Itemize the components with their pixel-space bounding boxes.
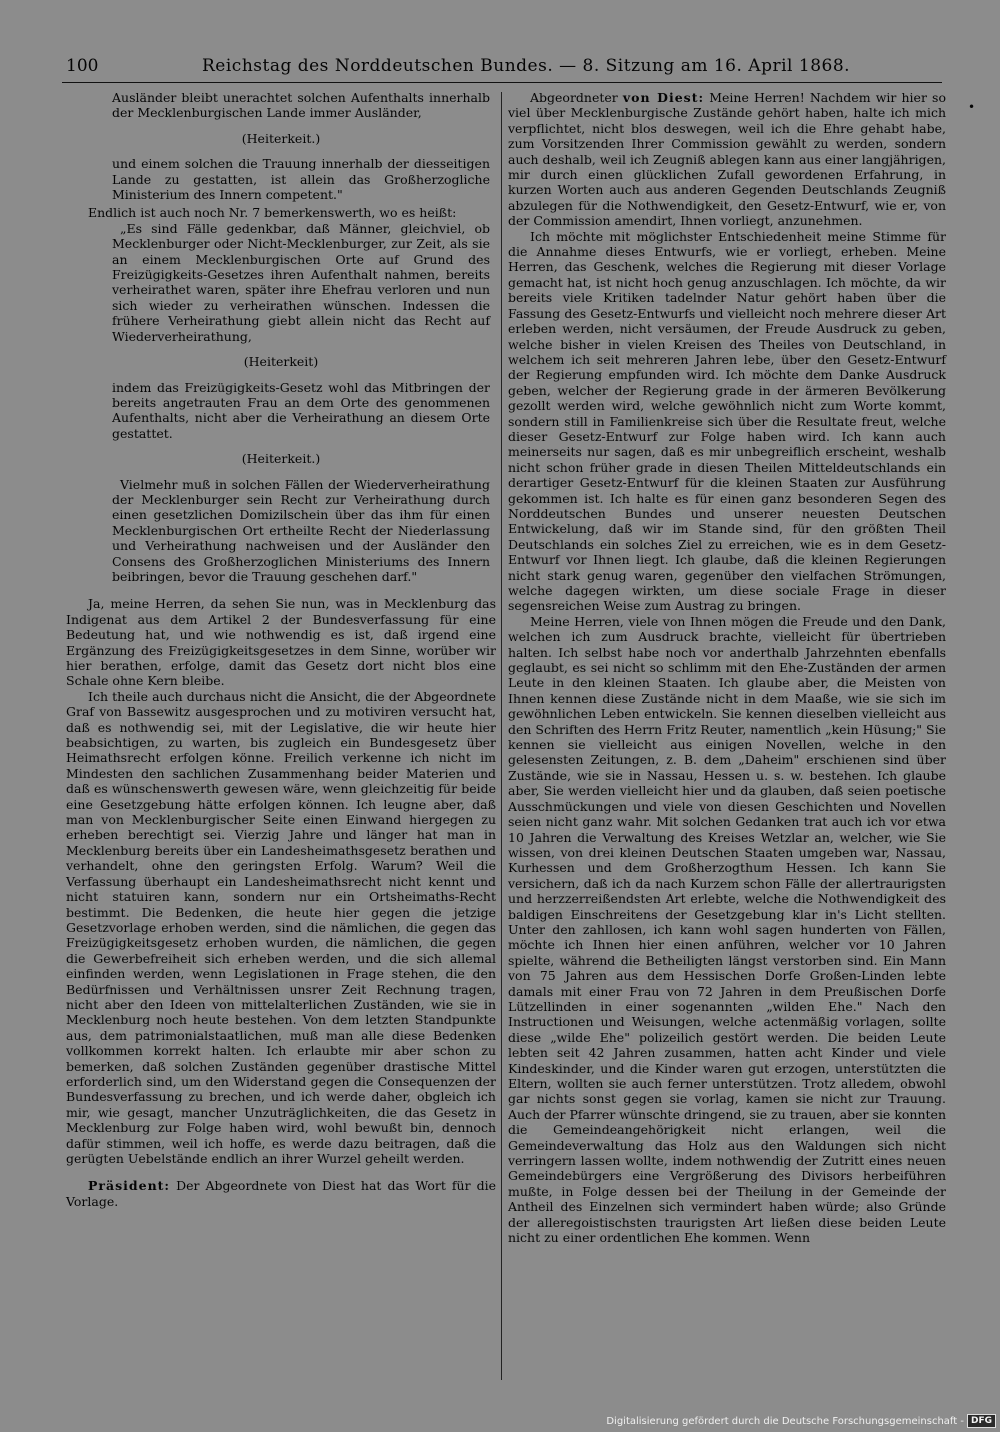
speaker-name: Präsident:: [88, 1178, 171, 1194]
paragraph: Meine Herren, viele von Ihnen mögen die Freude und den Dank, welchen ich zum Ausdruck brachte, vielleicht für übertrieben halten. Ich selbst habe noch vor anderthalb Jahrzehnten ebenfalls geglaubt, es sei nicht so schlimm mit den Ehe-Zuständen der armen Leute in den kleinen Staaten. Ich glaube aber, die Meisten von Ihnen kennen diese Zustände nicht in dem Maaße, wie sie sich im gewöhnlichen Leben entwickeln. Sie kennen dieselben vielleicht aus den Schriften des Herrn Fritz Reuter, namentlich „kein Hüsung;" Sie kennen sie vielleicht aus einigen Novellen, welche in den gelesensten Zeitungen, z. B. dem „Daheim" erschienen sind über Zustände, wie sie in Nassau, Hessen u. s. w. bestehen. Ich glaube aber, Sie werden vielleicht hier und da glauben, daß seien poetische Ausschmückungen und viele von diesen Geschichten und Novellen seien nicht ganz wahr. Mit solchen Gedanken trat auch ich vor etwa 10 Jahren die Verwaltung des Kreises Wetzlar an, welcher, wie Sie wissen, von drei kleinen Deutschen Staaten umgeben war, Nassau, Kurhessen und dem Großherzogthum Hessen. Ich kann Sie versichern, daß ich da nach Kurzem schon Fälle der allertraurigsten und herzzerreißendsten Art erlebte, welche die Nothwendigkeit des baldigen Einschreitens der Gesetzgebung klar in's Licht stellten. Unter den zahllosen, ich kann wohl sagen hunderten von Fällen, möchte ich Ihnen hier einen anführen, welcher vor 10 Jahren spielte, während die Betheiligten längst verstorben sind. Ein Mann von 75 Jahren aus dem Hessischen Dorfe Großen-Linden lebte damals mit einer Frau von 72 Jahren in dem Preußischen Dorfe Lützellinden in einer sogenannten „wilden Ehe." Nach den Instructionen und Weisungen, welche actenmäßig vorlagen, sollte diese „wilde Ehe" polizeilich gestört werden. Die beiden Leute lebten seit 42 Jahren zusammen, hatten acht Kinder und viele Kindeskinder, und die Kinder waren gut erzogen, unterstützten die Eltern, wollten sie auch ferner unterstützen. Trotz alledem, obwohl gar nichts sonst gegen sie vorlag, kamen sie nicht zur Trauung. Auch der Pfarrer wünschte dringend, sie zu trauen, aber sie konnten die Gemeindeangehörigkeit nicht erlangen, weil die Gemeindeverwaltung das Holz aus den Waldungen sich nicht verringern lassen wollte, indem nothwendig der Zutritt eines neuen Gemeindebürgers eine Vergrößerung des Divisors herbeiführen mußte, in Folge dessen bei der Theilung in der Gemeinde der Antheil des Einzelnen sich vermindert haben würde; also Gründe der alleregoistischsten traurigsten Art ließen diese beiden Leute nicht zu einer ordentlichen Ehe kommen. Wenn: [508, 613, 946, 1246]
left-column: [66, 90, 496, 1209]
page-number: 100: [66, 56, 99, 76]
quote-paragraph: Vielmehr muß in solchen Fällen der Wiederverheirathung der Mecklenburger sein Recht zur Verheirathung durch einen gesetzlichen Domizilschein über das ihm für einen Mecklenburgischen Ort ertheilte Recht der Niederlassung und Verheirathung nachweisen und der Ausländer den Consens des Großherzoglichen Ministeriums des Innern beibringen, bevor die Trauung geschehen darf.": [112, 476, 490, 584]
paragraph: Ja, meine Herren, da sehen Sie nun, was in Mecklenburg das Indigenat aus dem Artikel 2 der Bundesverfassung für eine Bedeutung hat, und wie nothwendig es ist, daß irgend eine Ergänzung des Freizügigkeitsgesetzes in dem Sinne, worüber wir hier berathen, erfolge, damit das Gesetz dort nicht blos eine Schale ohne Kern bleibe.: [66, 596, 496, 689]
speaker-text: Der Abgeordnete von Diest hat das Wort für die Vorlage.: [66, 1178, 496, 1209]
speaker-name: von Diest:: [622, 90, 705, 105]
paragraph: Endlich ist auch noch Nr. 7 bemerkenswerth, wo es heißt:: [88, 205, 457, 221]
interjection: (Heiterkeit): [243, 354, 319, 370]
quote-paragraph: „Es sind Fälle gedenkbar, daß Männer, gleichviel, ob Mecklenburger oder Nicht-Mecklenburger, zur Zeit, als sie an einem Mecklenburgischen Orte auf Grund des Freizügigkeits-Gesetzes ihren Aufenthalt nahmen, bereits verheirathet waren, später ihre Ehefrau verloren und nun sich wieder zu verheirathen wünschen. Indessen die frühere Verheirathung giebt allein nicht das Recht auf Wiederverheirathung,: [112, 220, 490, 344]
running-head: Reichstag des Norddeutschen Bundes. — 8. Sitzung am 16. April 1868.: [202, 56, 851, 76]
quote-paragraph: und einem solchen die Trauung innerhalb der diesseitigen Lande zu gestatten, ist allein das Großherzogliche Ministerium des Innern competent.": [112, 156, 490, 203]
speaker-paragraph: [66, 1178, 496, 1209]
right-column: [508, 90, 946, 1245]
speaker-text: Meine Herren! Nachdem wir hier so viel über Mecklenburgische Zustände gehört haben, halte ich mich verpflichtet, nicht blos deswegen, weil ich die Ehre gehabt habe, zum Vorsitzenden Ihrer Commission gewählt zu werden, sondern auch deshalb, weil ich Zeugniß ablegen kann aus einer langjährigen, mir durch einen glücklichen Zufall gewordenen Erfahrung, in kurzen Worten auch aus anderen Gegenden Deutschlands Zeugniß abzulegen für die Nothwendigkeit, den Gesetz-Entwurf, wie er, von der Commission amendirt, Ihnen vorliegt, anzunehmen.: [508, 90, 946, 229]
quote-paragraph: indem das Freizügigkeits-Gesetz wohl das Mitbringen der bereits angetrauten Frau an dem Orte des genommenen Aufenthalts, nicht aber die Verheirathung an diesem Orte gestattet.: [112, 379, 490, 441]
footer-credit: [606, 1414, 996, 1428]
footer-text: Digitalisierung gefördert durch die Deutsche Forschungsgemeinschaft -: [606, 1415, 964, 1427]
interjection: (Heiterkeit.): [241, 451, 321, 467]
paragraph: Ich theile auch durchaus nicht die Ansicht, die der Abgeordnete Graf von Bassewitz ausgesprochen und zu motiviren versucht hat, daß es nothwendig sei, mit der Legislative, die wir heute hier beabsichtigen, zu warten, bis zugleich ein Bundesgesetz über Heimathsrecht erfolgen könne. Freilich verkenne ich nicht im Mindesten den sachlichen Zusammenhang beider Materien und daß es wünschenswerth gewesen wäre, wenn gleichzeitig für beide eine Gesetzgebung hätte erfolgen können. Ich leugne aber, daß man von Mecklenburgischer Seite einen Einwand hiergegen zu erheben berechtigt sei. Vierzig Jahre und länger hat man in Mecklenburg bereits über ein Landesheimathsgesetz berathen und verhandelt, ohne den geringsten Erfolg. Warum? Weil die Verfassung überhaupt ein Landesheimathsrecht nicht kennt und nicht statuiren kann, sondern nur ein Ortsheimaths-Recht bestimmt. Die Bedenken, die heute hier gegen die jetzige Gesetzvorlage erhoben werden, sind die nämlichen, die gegen das Freizügigkeitsgesetz erhoben wurden, die nämlichen, die gegen die Gewerbefreiheit sich erheben werden, und die sich allemal einfinden werden, wenn Legislationen in Frage stehen, die den Bedürfnissen und Verhältnissen unsrer Zeit Rechnung tragen, nicht aber den Ideen von mittelalterlichen Zuständen, wie sie in Mecklenburg noch heute bestehen. Von dem letzten Standpunkte aus, dem patrimonialstaatlichen, muß man alle diese Bedenken vollkommen korrekt halten. Ich erlaubte mir aber schon zu bemerken, daß solchen Zuständen gegenüber drastische Mittel erforderlich sind, um den Widerstand gegen die Consequenzen der Bundesverfassung zu brechen, und ich werde daher, obgleich ich mir, wie gesagt, mancher Unzuträglichkeiten, die das Gesetz in Mecklenburg zur Folge haben wird, wohl bewußt bin, dennoch dafür stimmen, weil ich hoffe, es werde dazu beitragen, daß die gerügten Uebelstände endlich an ihrer Wurzel geheilt werden.: [66, 688, 496, 1166]
speaker-paragraph: [508, 90, 946, 229]
margin-mark: •: [968, 100, 976, 114]
column-divider: [501, 92, 502, 1380]
dfg-logo: DFG: [967, 1414, 996, 1428]
paragraph: Ich möchte mit möglichster Entschiedenheit meine Stimme für die Annahme dieses Entwurfs, wie er vorliegt, erheben. Meine Herren, das Geschenk, welches die Regierung mit dieser Vorlage gemacht hat, ist nicht hoch genug anzuschlagen. Ich möchte, da wir bereits viele Kritiken tadelnder Natur gehört haben über die Fassung des Gesetz-Entwurfs und vielleicht noch mehrere dieser Art erleben werden, nicht versäumen, der Freude Ausdruck zu geben, welche bisher in vielen Kreisen des Theiles von Deutschland, in welchem ich seit mehreren Jahren lebe, über den Gesetz-Entwurf der Regierung empfunden wird. Ich möchte dem Danke Ausdruck geben, welcher der Regierung grade in der ärmeren Bevölkerung gezollt werden wird, welche gewöhnlich nicht zum Worte kommt, sondern still in Familienkreise sich über die Resultate freut, welche dieser Gesetz-Entwurf zur Folge haben wird. Ich kann auch meinerseits nur sagen, daß es mir unbegreiflich erscheint, weshalb nicht schon früher grade in diesen Theilen Mitteldeutschlands ein derartiger Gesetz-Entwurf für die kleinen Staaten zur Ausführung gekommen ist. Ich halte es für einen ganz besonderen Segen des Norddeutschen Bundes und unserer neuesten Deutschen Entwickelung, daß wir im Stande sind, für den größten Theil Deutschlands ein solches Ziel zu erreichen, wie es in dem Gesetz-Entwurf vor Ihnen liegt. Ich glaube, daß die kleinen Regierungen nicht stark genug waren, gegenüber den vielfachen Strömungen, welche dagegen wirkten, um diese sociale Frage in dieser segensreichen Weise zum Austrag zu bringen.: [508, 228, 946, 614]
speaker-intro: Abgeordneter: [530, 90, 623, 105]
quote-paragraph: Ausländer bleibt unerachtet solchen Aufenthalts innerhalb der Mecklenburgischen Lande immer Ausländer,: [112, 90, 490, 121]
interjection: (Heiterkeit.): [241, 130, 321, 146]
page-header: [62, 52, 942, 83]
